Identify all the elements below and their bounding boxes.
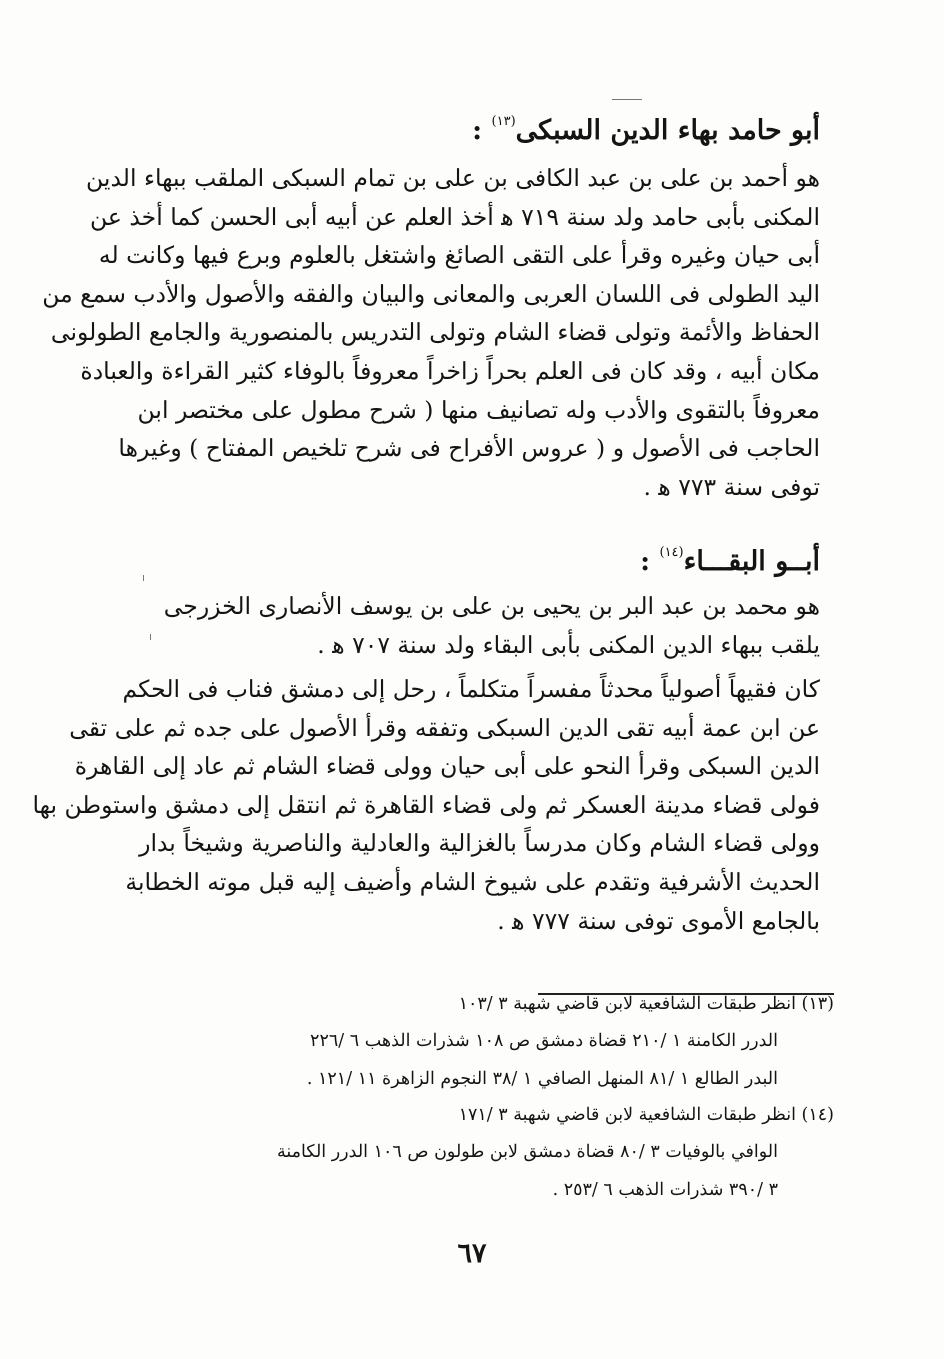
text-line: يلقب ببهاء الدين المكنى بأبى البقاء ولد سنة ٧٠٧ ﻫ .: [317, 630, 820, 659]
text-line: توفى سنة ٧٧٣ ﻫ .: [643, 472, 820, 501]
text-line: عن ابن عمة أبيه تقى الدين السبكى وتفقه وقرأ الأصول على جده ثم على تقى: [69, 713, 820, 742]
text-line: مكان أبيه ، وقد كان فى العلم بحراً زاخراً معروفاً بالوفاء كثير القراءة والعبادة: [80, 356, 820, 385]
footnote-ref: (١٣): [491, 114, 516, 129]
entry-heading-2: [150, 533, 820, 582]
entry-body-2-para-1: [150, 587, 820, 664]
heading-colon: :: [472, 115, 483, 146]
text-line: الحديث الأشرفية وتقدم على شيوخ الشام وأضيف إليه قبل موته الخطابة: [125, 867, 820, 896]
scan-mark: [612, 99, 642, 100]
text-line: اليد الطولى فى اللسان العربى والمعانى والبيان والفقه والأصول والأدب سمع من: [42, 279, 820, 308]
text-line: المكنى بأبى حامد ولد سنة ٧١٩ ﻫ أخذ العلم عن أبيه أبى الحسن كما أخذ عن: [89, 202, 820, 231]
text-line: الحاجب فى الأصول و ( عروس الأفراح فى شرح تلخيص المفتاح ) وغيرها: [118, 434, 820, 463]
text-line: هو أحمد بن على بن عبد الكافى بن على بن تمام السبكى الملقب ببهاء الدين: [86, 164, 820, 192]
footnote-ref: (١٤): [659, 545, 684, 560]
footnote-13-line-2: الدرر الكامنة ١ /٢١٠ قضاة دمشق ص ١٠٨ شذرات الذهب ٦ /٢٢٦: [310, 1031, 778, 1051]
entry-heading-1: [150, 102, 820, 151]
text-line: معروفاً بالتقوى والأدب وله تصانيف منها ( شرح مطول على مختصر ابن: [137, 395, 820, 424]
footnote-14-line-2: الوافي بالوفيات ٣ /٨٠ قضاة دمشق لابن طولون ص ١٠٦ الدرر الكامنة: [276, 1142, 778, 1162]
footnote-14: (١٤) انظر طبقات الشافعية لابن قاضي شهبة ٣ /١٧١: [458, 1105, 834, 1125]
text-line: الحفاظ والأئمة وتولى قضاء الشام وتولى التدريس بالمنصورية والجامع الطولونى: [50, 318, 820, 347]
entry-title: أبو حامد بهاء الدين السبكى: [515, 115, 820, 146]
entry-title: أبــو البقـــاء: [683, 546, 820, 577]
text-line: بالجامع الأموى توفى سنة ٧٧٧ ﻫ .: [497, 906, 820, 935]
footnote-13: (١٣) انظر طبقات الشافعية لابن قاضي شهبة ٣ /١٠٣: [458, 994, 834, 1014]
footnote-13-line-3: البدر الطالع ١ /٨١ المنهل الصافي ١ /٣٨ النجوم الزاهرة ١١ /١٢١ .: [306, 1069, 778, 1089]
heading-colon: :: [640, 546, 651, 577]
text-line: فولى قضاء مدينة العسكر ثم ولى قضاء القاهرة ثم انتقل إلى دمشق واستوطن بها: [32, 790, 820, 819]
text-line: كان فقيهاً أصولياً محدثاً مفسراً متكلماً ، رحل إلى دمشق فناب فى الحكم: [122, 675, 820, 703]
page-number: ٦٧: [457, 1238, 487, 1269]
footnote-14-line-3: ٣ /٣٩٠ شذرات الذهب ٦ /٢٥٣ .: [552, 1180, 778, 1200]
text-line: أبى حيان وغيره وقرأ على التقى الصائغ واشتغل بالعلوم وبرع فيها وكانت له: [98, 241, 820, 270]
entry-body-1: [42, 159, 820, 506]
text-line: الدين السبكى وقرأ النحو على أبى حيان وولى قضاء الشام ثم عاد إلى القاهرة: [74, 752, 820, 781]
text-line: وولى قضاء الشام وكان مدرساً بالغزالية والعادلية والناصرية وشيخاً بدار: [139, 829, 820, 858]
scan-mark: [143, 575, 144, 581]
entry-body-2-para-2: [32, 670, 820, 940]
text-line: هو محمد بن عبد البر بن يحيى بن على بن يوسف الأنصارى الخزرجى: [163, 592, 820, 620]
